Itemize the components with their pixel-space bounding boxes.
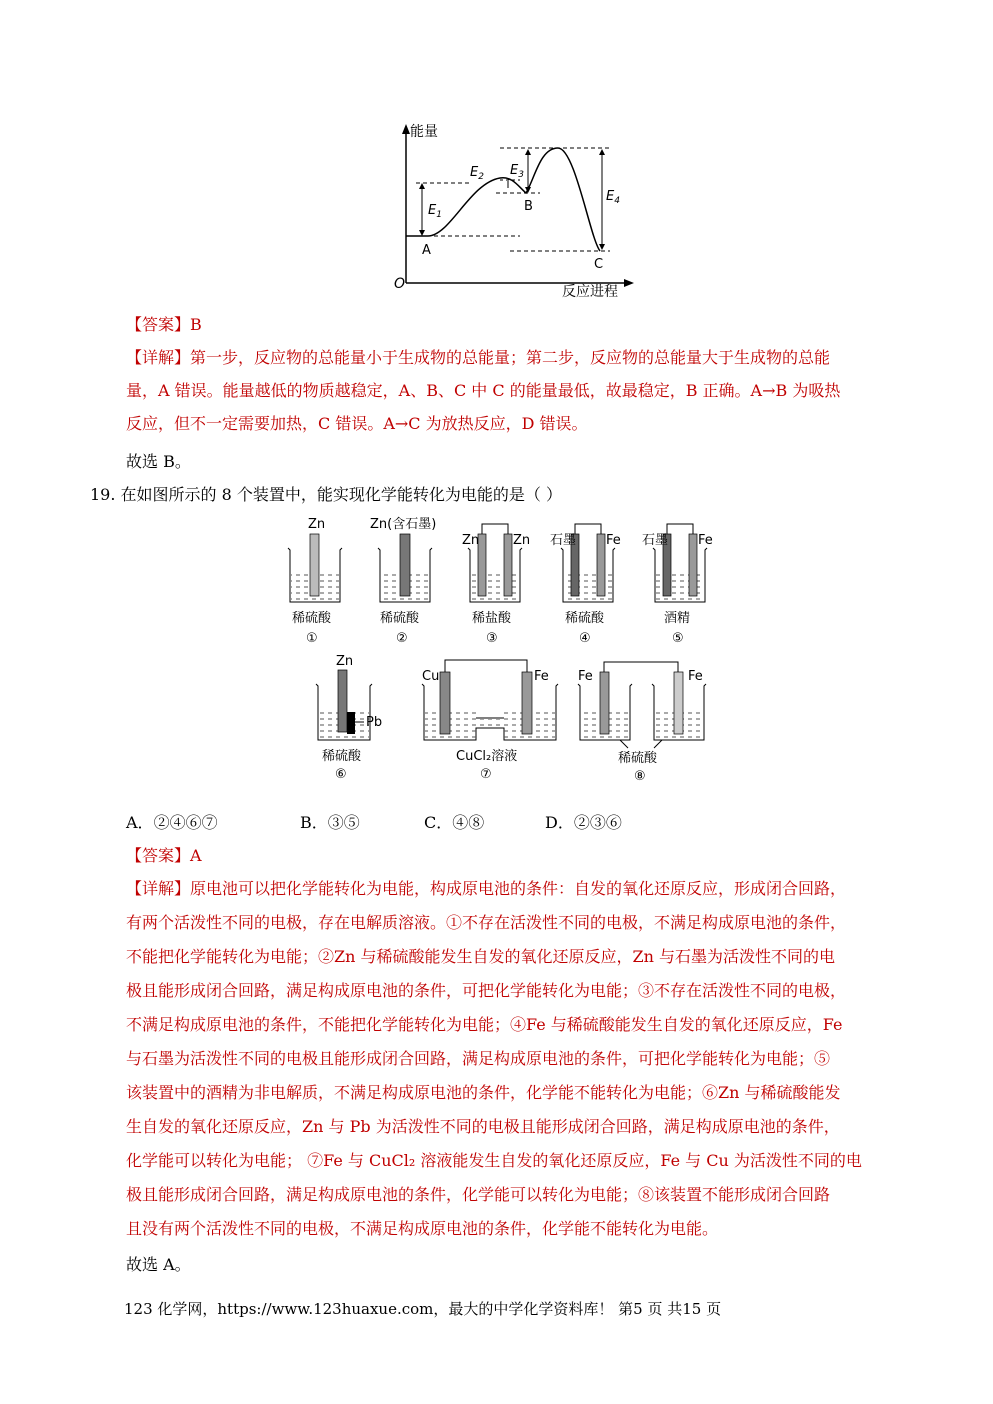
svg-text:④: ④	[579, 631, 591, 646]
label-a: A	[422, 243, 431, 258]
q19-detail-line-5: 不满足构成原电池的条件，不能把化学能转化为电能；④Fe 与稀硫酸能发生自发的氧化还原反应，Fe	[126, 1015, 843, 1034]
device-3	[462, 524, 530, 646]
q19-detail-line-8: 生自发的氧化还原反应，Zn 与 Pb 为活泼性不同的电极且能形成闭合回路，满足构成原电池的条件，	[126, 1117, 840, 1136]
page-footer: 123 化学网，https://www.123huaxue.com，最大的中学化学资料库！ 第5 页 共15 页	[124, 1300, 722, 1318]
label-e3: $E_3$	[510, 163, 524, 180]
q19-detail-line-7: 该装置中的酒精为非电解质，不满足构成原电池的条件，化学能不能转化为电能；⑥Zn 与稀硫酸能发	[126, 1083, 841, 1102]
energy-diagram	[390, 118, 640, 298]
x-axis-label: 反应进程	[562, 284, 618, 298]
q19-conclusion: 故选 A。	[126, 1255, 191, 1274]
q19-apparatus-figure	[280, 512, 740, 787]
svg-text:Zn: Zn	[462, 533, 480, 548]
origin-label: O	[394, 276, 406, 292]
svg-text:②: ②	[396, 631, 408, 646]
svg-text:石墨: 石墨	[642, 533, 669, 548]
svg-text:酒精: 酒精	[664, 611, 691, 626]
svg-text:稀硫酸: 稀硫酸	[618, 751, 658, 766]
q19-detail-line-11: 且没有两个活泼性不同的电极，不满足构成原电池的条件，化学能不能转化为电能。	[126, 1219, 719, 1238]
svg-text:Zn(含石墨): Zn(含石墨)	[370, 517, 437, 532]
svg-text:稀盐酸: 稀盐酸	[472, 611, 512, 626]
svg-text:石墨: 石墨	[550, 533, 577, 548]
q19-detail-line-3: 不能把化学能转化为电能；②Zn 与稀硫酸能发生自发的氧化还原反应，Zn 与石墨为活泼性不同的电	[126, 947, 836, 966]
q18-detail-line-1: 【详解】第一步，反应物的总能量小于生成物的总能量；第二步，反应物的总能量大于生成物的总能	[126, 348, 831, 367]
y-axis-label: 能量	[410, 124, 438, 140]
label-b: B	[524, 199, 533, 214]
device-1	[288, 517, 342, 646]
label-e4: $E_4$	[606, 189, 620, 206]
svg-text:⑦: ⑦	[480, 767, 492, 782]
q19-answer: 【答案】A	[126, 846, 202, 865]
q19-stem: 19. 在如图所示的 8 个装置中，能实现化学能转化为电能的是（ ）	[90, 485, 562, 504]
label-e2: $E_2$	[470, 165, 484, 182]
device-2	[370, 517, 436, 646]
device-4	[550, 524, 621, 646]
q19-detail-line-10: 极且能形成闭合回路，满足构成原电池的条件，化学能可以转化为电能；⑧该装置不能形成闭合回路	[126, 1185, 831, 1204]
q18-answer: 【答案】B	[126, 315, 202, 334]
svg-text:稀硫酸: 稀硫酸	[292, 611, 332, 626]
device-8	[578, 662, 706, 784]
q19-detail-line-4: 极且能形成闭合回路，满足构成原电池的条件，可把化学能转化为电能；③不存在活泼性不同的电极，	[126, 981, 847, 1000]
svg-text:①: ①	[306, 631, 318, 646]
svg-text:⑤: ⑤	[672, 631, 684, 646]
svg-text:稀硫酸: 稀硫酸	[565, 611, 605, 626]
q19-option-b: B．③⑤	[300, 813, 360, 832]
q19-detail-line-1: 【详解】原电池可以把化学能转化为电能，构成原电池的条件：自发的氧化还原反应，形成闭合回路，	[126, 879, 847, 898]
svg-text:稀硫酸: 稀硫酸	[380, 611, 420, 626]
svg-text:Fe: Fe	[534, 669, 549, 684]
svg-text:Zn: Zn	[513, 533, 531, 548]
svg-text:Pb: Pb	[366, 715, 383, 730]
q18-detail-line-3: 反应，但不一定需要加热，C 错误。A→C 为放热反应，D 错误。	[126, 414, 588, 433]
q18-detail-line-2: 量，A 错误。能量越低的物质越稳定，A、B、C 中 C 的能量最低，故最稳定，B 正确。A→B 为吸热	[126, 381, 841, 400]
svg-text:③: ③	[486, 631, 498, 646]
q19-detail-line-2: 有两个活泼性不同的电极，存在电解质溶液。①不存在活泼性不同的电极，不满足构成原电池的条件，	[126, 913, 847, 932]
device-5	[642, 524, 713, 646]
q19-detail-line-9: 化学能可以转化为电能； ⑦Fe 与 CuCl₂ 溶液能发生自发的氧化还原反应，Fe 与 Cu 为活泼性不同的电	[126, 1151, 862, 1170]
svg-text:Fe: Fe	[578, 669, 593, 684]
svg-text:⑧: ⑧	[634, 769, 646, 784]
svg-text:Fe: Fe	[698, 533, 713, 548]
svg-text:CuCl₂溶液: CuCl₂溶液	[456, 749, 518, 764]
q18-conclusion: 故选 B。	[126, 452, 191, 471]
device-7	[422, 660, 558, 782]
q19-option-d: D．②③⑥	[545, 813, 622, 832]
svg-text:Zn: Zn	[308, 517, 326, 532]
svg-text:Zn: Zn	[336, 654, 354, 669]
svg-text:Cu: Cu	[422, 669, 440, 684]
svg-text:Fe: Fe	[688, 669, 703, 684]
q19-option-a: A．②④⑥⑦	[126, 813, 218, 832]
label-e1: $E_1$	[428, 203, 442, 220]
q19-detail-line-6: 与石墨为活泼性不同的电极且能形成闭合回路，满足构成原电池的条件，可把化学能转化为电能；⑤	[126, 1049, 831, 1068]
svg-text:⑥: ⑥	[335, 767, 347, 782]
svg-text:稀硫酸: 稀硫酸	[322, 749, 362, 764]
label-c: C	[594, 257, 604, 272]
device-6	[316, 654, 382, 782]
q19-option-c: C．④⑧	[424, 813, 485, 832]
svg-text:Fe: Fe	[606, 533, 621, 548]
